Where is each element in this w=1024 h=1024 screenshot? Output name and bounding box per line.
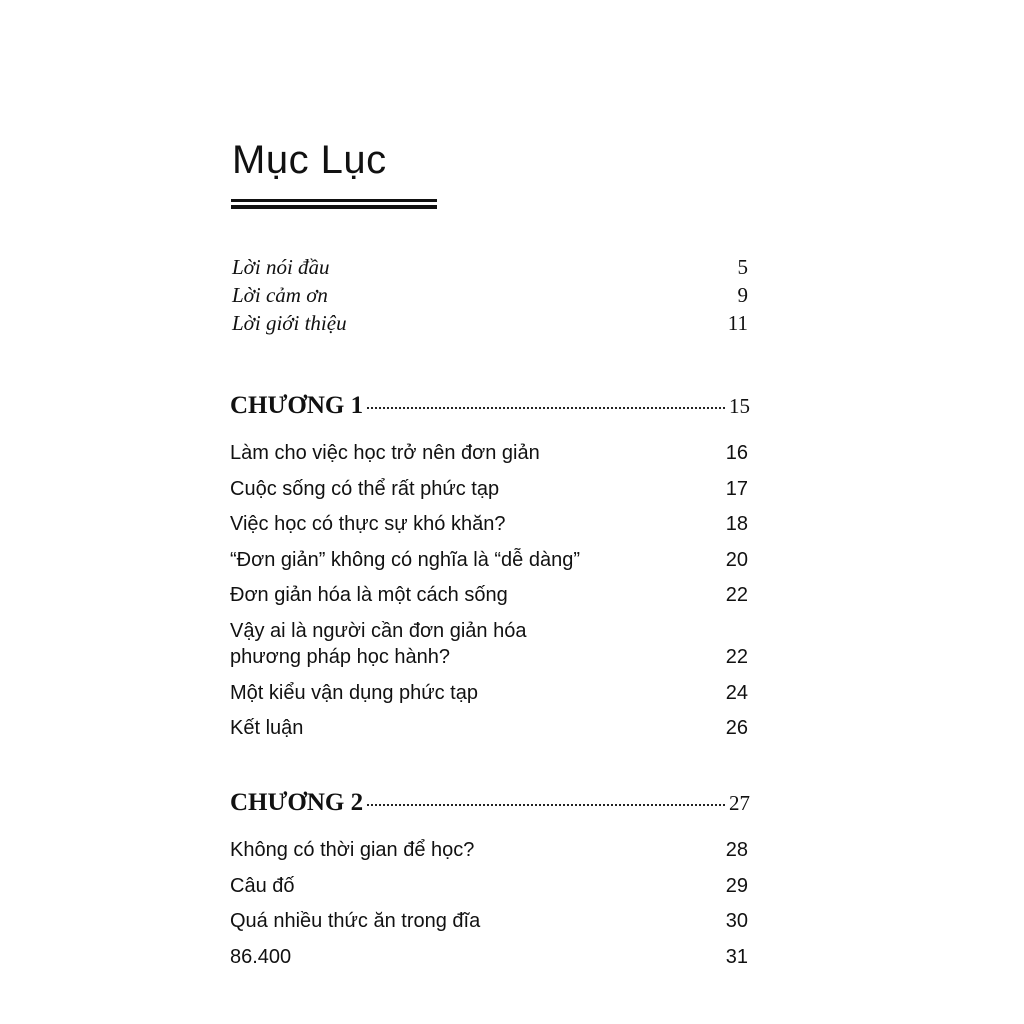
front-matter-list <box>232 255 748 339</box>
page-title: Mục Lục <box>232 138 387 182</box>
entry-label: Cuộc sống có thể rất phức tạp <box>230 477 500 500</box>
toc-entry[interactable] <box>230 873 748 899</box>
toc-entry[interactable] <box>230 715 748 741</box>
entry-page-number: 16 <box>725 442 748 464</box>
entry-label: Làm cho việc học trở nên đơn giản <box>230 442 540 464</box>
chapter-2-entries <box>230 837 748 979</box>
entry-page-number: 31 <box>725 945 748 968</box>
entry-page-number: 22 <box>725 645 748 668</box>
entry-label: Lời cảm ơn <box>232 283 328 307</box>
entry-page-number: 29 <box>725 874 748 897</box>
toc-entry[interactable] <box>230 440 748 466</box>
entry-page-number: 26 <box>725 717 748 740</box>
entry-label: Một kiểu vận dụng phức tạp <box>230 681 478 704</box>
toc-entry[interactable] <box>230 511 748 537</box>
chapter-title: CHƯƠNG 2 <box>230 789 364 816</box>
entry-page-number: 28 <box>725 839 748 861</box>
toc-entry[interactable] <box>230 908 748 934</box>
toc-entry[interactable] <box>230 618 748 670</box>
dot-leader <box>367 804 725 806</box>
entry-label: Câu đố <box>230 874 295 897</box>
toc-entry[interactable] <box>230 582 748 608</box>
chapter-1-entries <box>230 440 748 751</box>
entry-page-number: 5 <box>737 255 748 279</box>
entry-label: Việc học có thực sự khó khăn? <box>230 513 506 536</box>
toc-entry[interactable] <box>230 476 748 502</box>
entry-label: Lời nói đầu <box>232 255 330 279</box>
entry-page-number: 9 <box>737 283 748 307</box>
entry-label: Quá nhiều thức ăn trong đĩa <box>230 910 481 933</box>
chapter-1-heading[interactable] <box>230 392 750 420</box>
entry-label-line-2: phương pháp học hành? <box>230 645 451 668</box>
entry-label: 86.400 <box>230 945 292 968</box>
entry-page-number: 11 <box>727 311 748 335</box>
toc-entry-introduction[interactable] <box>232 311 748 339</box>
entry-label: Lời giới thiệu <box>232 311 347 335</box>
title-rule-top <box>231 199 437 202</box>
dot-leader <box>367 407 725 409</box>
entry-page-number: 18 <box>725 513 748 536</box>
entry-page-number: 24 <box>725 681 748 704</box>
toc-entry[interactable] <box>230 680 748 706</box>
entry-label <box>230 618 526 670</box>
toc-entry[interactable] <box>230 837 748 863</box>
entry-page-number: 20 <box>725 548 748 571</box>
toc-entry[interactable] <box>230 547 748 573</box>
chapter-page-number: 15 <box>729 394 750 418</box>
entry-label-line-1: Vậy ai là người cần đơn giản hóa <box>230 619 527 642</box>
toc-entry-acknowledgements[interactable] <box>232 283 748 311</box>
chapter-2-heading[interactable] <box>230 789 750 817</box>
title-rule-bottom <box>231 205 437 209</box>
entry-label: Đơn giản hóa là một cách sống <box>230 584 508 607</box>
entry-label: Không có thời gian để học? <box>230 839 475 861</box>
toc-entry-preface[interactable] <box>232 255 748 283</box>
chapter-title: CHƯƠNG 1 <box>230 392 364 419</box>
entry-label: Kết luận <box>230 717 304 740</box>
toc-entry[interactable] <box>230 944 748 970</box>
chapter-page-number: 27 <box>729 791 750 815</box>
entry-label: “Đơn giản” không có nghĩa là “dễ dàng” <box>230 548 580 571</box>
entry-page-number: 17 <box>725 477 748 500</box>
entry-page-number: 22 <box>725 584 748 607</box>
entry-page-number: 30 <box>725 910 748 933</box>
